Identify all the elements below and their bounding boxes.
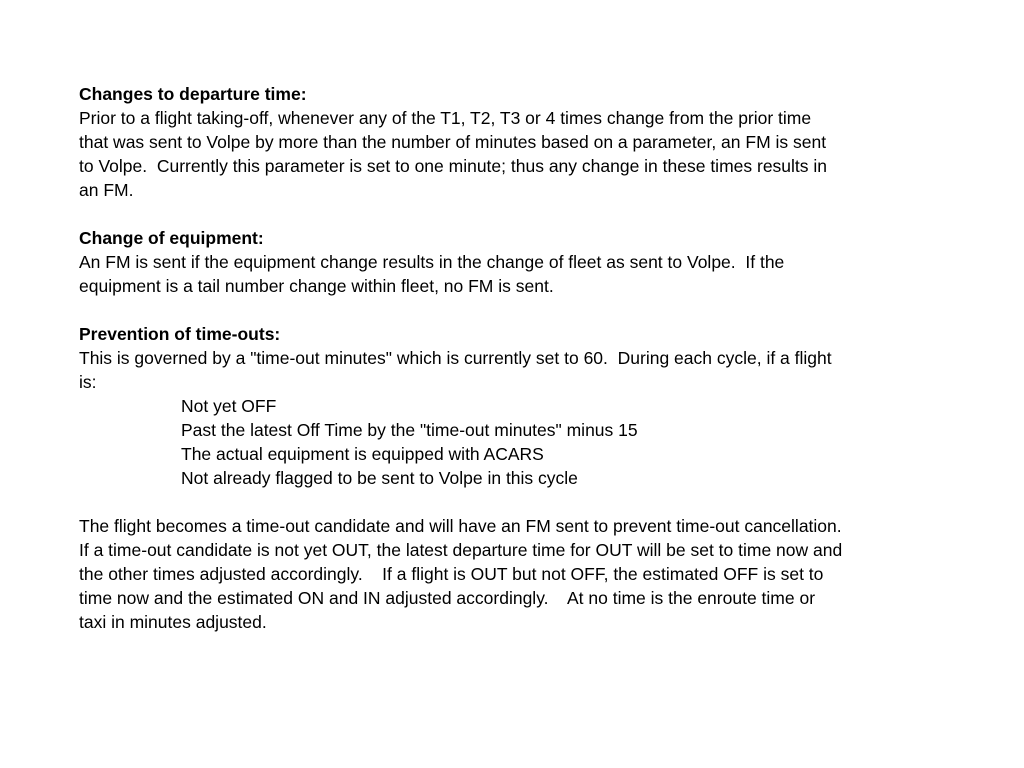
paragraph-line: An FM is sent if the equipment change results in the change of fleet as sent to Volpe. If the: [79, 252, 785, 272]
condition-item: Not yet OFF: [181, 396, 277, 416]
paragraph-line: If a time-out candidate is not yet OUT, the latest departure time for OUT will be set to time now and: [79, 540, 843, 560]
condition-item: Not already flagged to be sent to Volpe in this cycle: [181, 468, 578, 488]
paragraph-line: time now and the estimated ON and IN adjusted accordingly. At no time is the enroute time or: [79, 588, 816, 608]
paragraph-line: Prior to a flight taking-off, whenever any of the T1, T2, T3 or 4 times change from the prior time: [79, 108, 812, 128]
spacer: [79, 298, 959, 322]
paragraph-line: that was sent to Volpe by more than the number of minutes based on a parameter, an FM is sent: [79, 132, 827, 152]
paragraph-line: The flight becomes a time-out candidate and will have an FM sent to prevent time-out cancellation.: [79, 516, 842, 536]
slide-body: [79, 82, 959, 634]
spacer: [79, 490, 959, 514]
section-heading: Prevention of time-outs:: [79, 324, 281, 344]
paragraph-line: is:: [79, 372, 97, 392]
section-equipment-change: [79, 226, 959, 298]
condition-item: The actual equipment is equipped with ACARS: [181, 444, 544, 464]
paragraph-line: equipment is a tail number change within fleet, no FM is sent.: [79, 276, 554, 296]
section-heading: Changes to departure time:: [79, 84, 307, 104]
condition-item: Past the latest Off Time by the "time-out minutes" minus 15: [181, 420, 638, 440]
section-time-outs: [79, 322, 959, 490]
condition-list: [79, 394, 959, 490]
paragraph-line: This is governed by a "time-out minutes" which is currently set to 60. During each cycle, if a flight: [79, 348, 832, 368]
section-heading: Change of equipment:: [79, 228, 264, 248]
paragraph-line: to Volpe. Currently this parameter is set to one minute; thus any change in these times results in: [79, 156, 828, 176]
section-departure-time: [79, 82, 959, 202]
paragraph-line: an FM.: [79, 180, 134, 200]
paragraph-line: the other times adjusted accordingly. If a flight is OUT but not OFF, the estimated OFF is set to: [79, 564, 824, 584]
section-candidate-paragraph: [79, 514, 959, 634]
paragraph-line: taxi in minutes adjusted.: [79, 612, 267, 632]
spacer: [79, 202, 959, 226]
